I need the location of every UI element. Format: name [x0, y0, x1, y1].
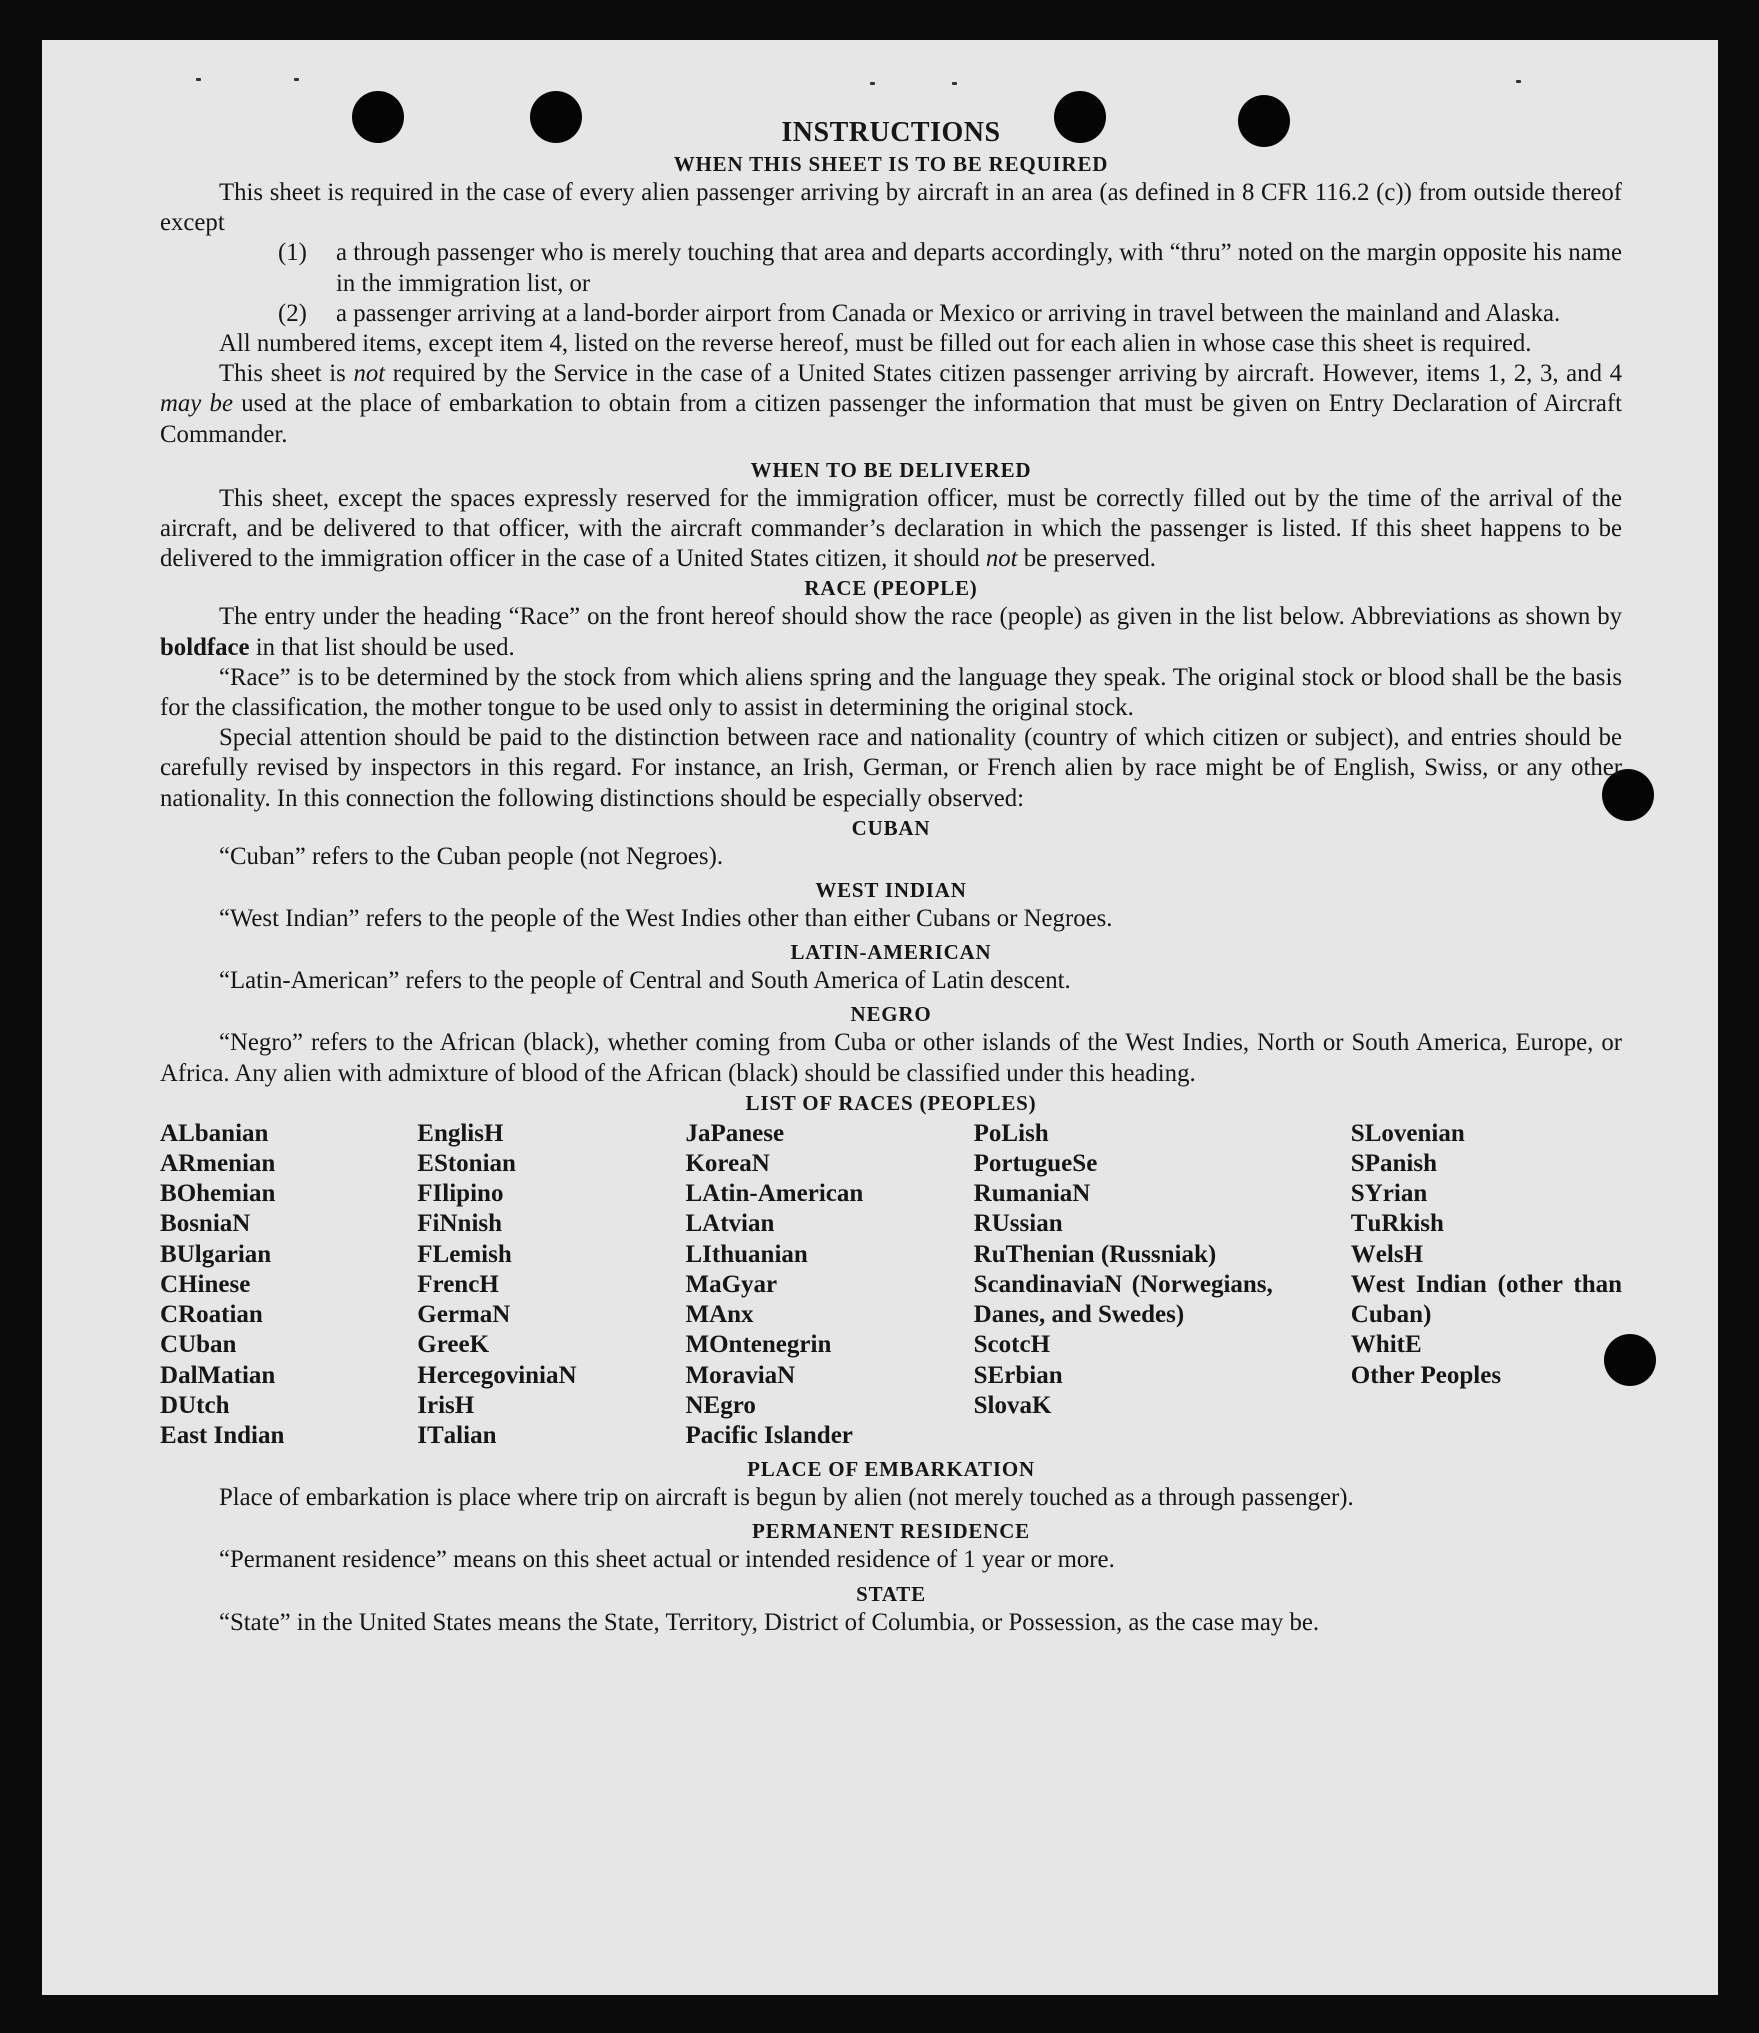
race-entry: BOhemian — [160, 1180, 276, 1208]
section-heading-delivered: WHEN TO BE DELIVERED — [750, 457, 1032, 482]
paragraph-race-entry: The entry under the heading “Race” on the front hereof should show the race (people) as given in the list below. Abbreviations as shown by boldface in that list should be used. — [160, 603, 1622, 661]
section-heading-cuban: CUBAN — [851, 815, 931, 840]
section-heading-list-of-races: LIST OF RACES (PEOPLES) — [745, 1090, 1037, 1115]
section-heading-latin-american: LATIN-AMERICAN — [790, 940, 992, 965]
race-entry: CHinese — [160, 1270, 251, 1298]
race-entry: WelsH — [1350, 1240, 1424, 1268]
race-column — [417, 1119, 685, 1451]
speck — [1516, 80, 1521, 83]
race-entry: DalMatian — [160, 1361, 276, 1389]
race-entry: FLemish — [417, 1240, 512, 1268]
race-entry: IrisH — [417, 1391, 475, 1419]
race-list — [160, 1119, 1622, 1451]
race-entry: BUlgarian — [160, 1240, 272, 1268]
race-entry: PoLish — [973, 1119, 1049, 1147]
speck — [196, 78, 201, 81]
page-title: INSTRUCTIONS — [781, 117, 1001, 148]
section-heading-required: WHEN THIS SHEET IS TO BE REQUIRED — [673, 152, 1109, 176]
race-entry: LIthuanian — [685, 1240, 808, 1268]
paragraph-latin-american: “Latin-American” refers to the people of Central and South America of Latin descent. — [219, 967, 1071, 995]
paragraph-citizen: This sheet is not required by the Service in the case of a United States citizen passenger arriving by aircraft. However, items 1, 2, 3, and 4 may be used at the place of embarkation to obtain from a citizen passenger the information that must be given on Entry Declaration of Aircraft Commander. — [160, 360, 1623, 448]
item-text: a passenger arriving at a land-border airport from Canada or Mexico or arriving in travel between the mainland and Alaska. — [336, 299, 1561, 327]
race-entry: EStonian — [417, 1150, 516, 1178]
race-entry: TuRkish — [1350, 1210, 1444, 1238]
race-column — [685, 1119, 973, 1451]
race-entry: LAtvian — [685, 1210, 775, 1238]
paragraph-numbered-items: All numbered items, except item 4, listed on the reverse hereof, must be filled out for each alien in whose case this sheet is required. — [219, 330, 1532, 358]
race-entry: JaPanese — [685, 1119, 785, 1147]
race-entry: RumaniaN — [973, 1180, 1091, 1208]
race-entry: HercegoviniaN — [417, 1361, 577, 1389]
speck — [294, 78, 299, 81]
numbered-item — [160, 299, 1622, 329]
race-entry: ITalian — [417, 1421, 497, 1449]
section-heading-embarkation: PLACE OF EMBARKATION — [747, 1457, 1035, 1482]
race-entry: CUban — [160, 1331, 237, 1359]
section-heading-west-indian: WEST INDIAN — [815, 878, 967, 903]
race-entry: NEgro — [685, 1391, 756, 1419]
race-entry: SlovaK — [973, 1391, 1052, 1419]
section-heading-race: RACE (PEOPLE) — [804, 576, 978, 601]
race-entry: GermaN — [417, 1301, 511, 1329]
race-entry: BosniaN — [160, 1210, 251, 1238]
race-entry: RUssian — [973, 1210, 1063, 1238]
race-entry: RuThenian (Russniak) — [973, 1240, 1217, 1268]
item-number: (2) — [278, 299, 307, 327]
race-entry: Pacific Islander — [685, 1421, 853, 1449]
paragraph-race-stock: “Race” is to be determined by the stock from which aliens spring and the language they speak. The original stock or blood shall be the basis for the classification, the mother tongue to be used only to assist in determining the original stock. — [160, 663, 1622, 722]
race-column — [160, 1119, 417, 1451]
race-entry: ALbanian — [160, 1119, 269, 1147]
document-page — [42, 40, 1718, 1995]
race-entry: DUtch — [160, 1391, 230, 1419]
race-column — [1351, 1119, 1622, 1451]
paragraph-race-nationality: Special attention should be paid to the distinction between race and nationality (country of which citizen or subject), and entries should be carefully revised by inspectors in this regard. For instance, an Irish, German, or French alien by race might be of English, Swiss, or any other nationality. In this connection the following distinctions should be especially observed: — [160, 724, 1622, 812]
section-heading-permanent-residence: PERMANENT RESIDENCE — [752, 1519, 1030, 1544]
race-entry: SErbian — [973, 1361, 1063, 1389]
race-entry: PortugueSe — [973, 1150, 1098, 1178]
race-entry: FiNnish — [417, 1210, 503, 1238]
section-heading-negro: NEGRO — [850, 1002, 932, 1027]
race-entry: LAtin-American — [685, 1180, 864, 1208]
race-entry: WhitE — [1350, 1331, 1422, 1359]
race-entry: KoreaN — [685, 1150, 770, 1178]
race-column — [974, 1119, 1273, 1451]
race-entry: MOntenegrin — [685, 1331, 832, 1359]
paragraph-required-intro: This sheet is required in the case of every alien passenger arriving by aircraft in an area (as defined in 8 CFR 116.2 (c)) from outside thereof except — [160, 179, 1622, 237]
race-entry: ScotcH — [973, 1331, 1051, 1359]
race-entry: EnglisH — [417, 1119, 504, 1147]
race-entry: MaGyar — [685, 1270, 778, 1298]
numbered-item — [160, 238, 1622, 298]
race-entry: MAnx — [685, 1301, 754, 1329]
race-entry: MoraviaN — [685, 1361, 796, 1389]
race-entry: ScandinaviaN (Norwegians, Danes, and Swedes) — [973, 1270, 1273, 1329]
section-heading-state: STATE — [856, 1581, 926, 1606]
race-entry: CRoatian — [160, 1301, 263, 1329]
paragraph-state: “State” in the United States means the State, Territory, District of Columbia, or Possession, as the case may be. — [219, 1608, 1320, 1636]
race-entry: GreeK — [417, 1331, 490, 1359]
paragraph-cuban: “Cuban” refers to the Cuban people (not Negroes). — [219, 842, 724, 870]
item-number: (1) — [278, 239, 307, 267]
paragraph-delivered: This sheet, except the spaces expressly reserved for the immigration officer, must be correctly filled out by the time of the arrival of the aircraft, and be delivered to that officer, with the aircraft commander’s declaration in which the passenger is listed. If this sheet happens to be delivered to the immigration officer in the case of a United States citizen, it should not be preserved. — [160, 484, 1622, 573]
race-entry: FIlipino — [417, 1180, 504, 1208]
race-entry: SYrian — [1350, 1180, 1428, 1208]
paragraph-embarkation: Place of embarkation is place where trip on aircraft is begun by alien (not merely touched as a through passenger). — [219, 1484, 1354, 1512]
paragraph-permanent-residence: “Permanent residence” means on this sheet actual or intended residence of 1 year or more. — [219, 1546, 1115, 1574]
paragraph-west-indian: “West Indian” refers to the people of the West Indies other than either Cubans or Negroes. — [219, 905, 1113, 933]
speck — [952, 82, 957, 85]
instructions-content — [160, 116, 1622, 1638]
item-text: a through passenger who is merely touching that area and departs accordingly, with “thru” noted on the margin opposite his name in the immigration list, or — [336, 239, 1622, 297]
race-entry: East Indian — [160, 1421, 285, 1449]
race-entry: Other Peoples — [1350, 1361, 1502, 1389]
race-entry: SPanish — [1350, 1150, 1437, 1178]
race-entry: West Indian (other than Cuban) — [1350, 1270, 1622, 1329]
paragraph-negro: “Negro” refers to the African (black), whether coming from Cuba or other islands of the West Indies, North or South America, Europe, or Africa. Any alien with admixture of blood of the African (black) should be classified under this heading. — [160, 1029, 1622, 1087]
race-entry: FrencH — [417, 1270, 499, 1298]
speck — [870, 82, 875, 85]
race-entry: SLovenian — [1350, 1119, 1465, 1147]
race-entry: ARmenian — [160, 1150, 276, 1178]
